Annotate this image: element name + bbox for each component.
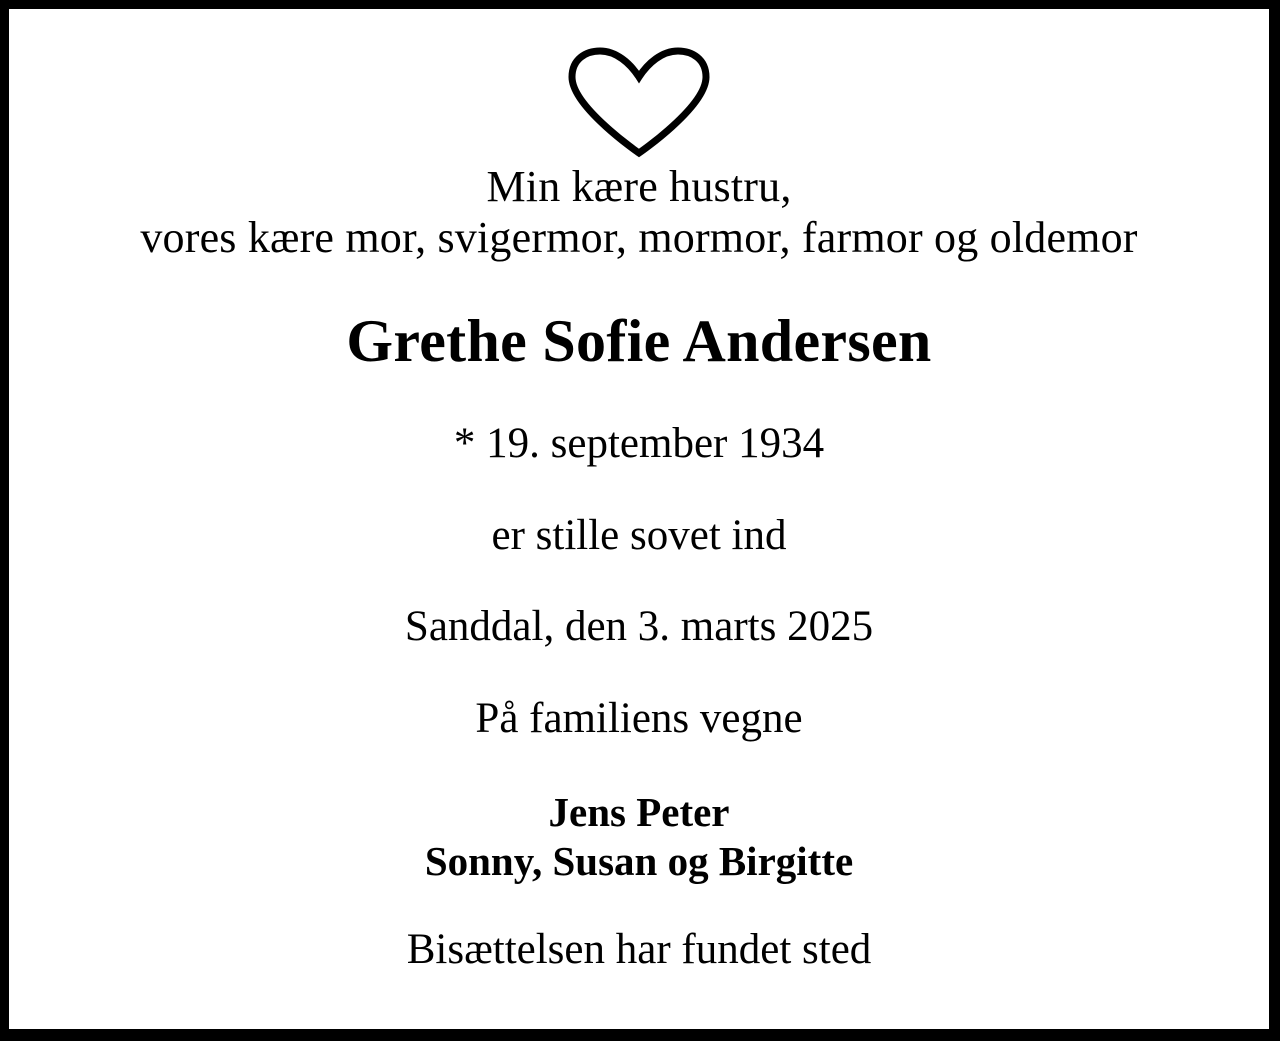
deceased-name: Grethe Sofie Andersen — [346, 308, 932, 375]
notice-content — [9, 9, 1269, 1029]
survivors-line-2: Sonny, Susan og Birgitte — [424, 837, 854, 884]
funeral-note: Bisættelsen har fundet sted — [406, 925, 872, 973]
on-behalf-text: På familiens vegne — [475, 695, 803, 743]
place-and-date: Sanddal, den 3. marts 2025 — [404, 603, 874, 651]
birth-date: * 19. september 1934 — [453, 419, 825, 467]
intro-line-1: Min kære hustru, — [486, 162, 792, 211]
intro-text — [140, 161, 1137, 263]
passing-phrase: er stille sovet ind — [491, 511, 787, 559]
intro-line-2: vores kære mor, svigermor, mormor, farmor og oldemor — [140, 213, 1138, 263]
heart-icon — [564, 47, 714, 165]
survivors-line-1: Jens Peter — [548, 789, 730, 836]
survivors — [425, 788, 853, 885]
